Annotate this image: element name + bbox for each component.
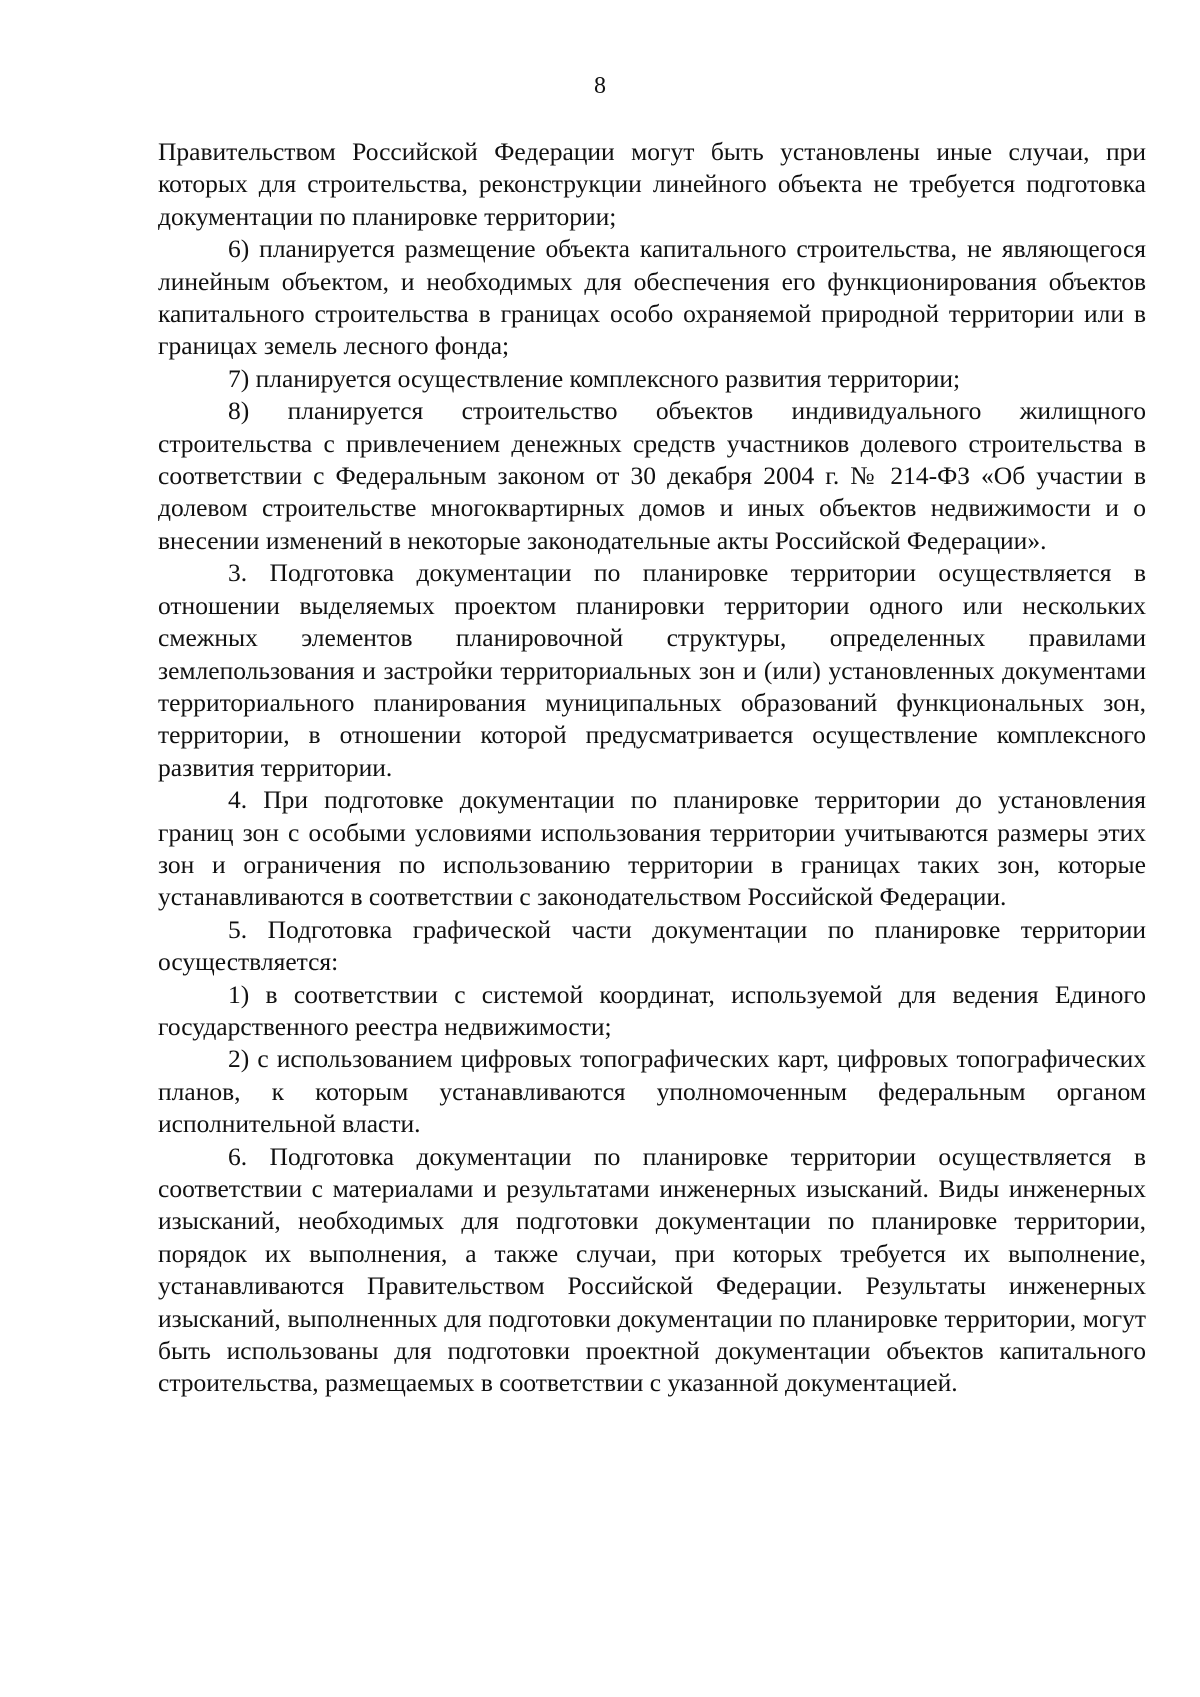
paragraph-section-4: 4. При подготовке документации по планировке территории до установления границ зон с особыми условиями использования территории учитываются размеры этих зон и ограничения по использованию территории в границах таких зон, которые устанавливаются в соответствии с законодательством Российской Федерации. <box>158 785 1146 912</box>
paragraph-item-7: 7) планируется осуществление комплексного развития территории; <box>228 363 961 393</box>
paragraph-section-3: 3. Подготовка документации по планировке территории осуществляется в отношении выделяемых проектом планировки территории одного или нескольких смежных элементов планировочной структуры, определенных правилами землепользования и застройки территориальных зон и (или) установленных документами территориального планирования муниципальных образований функциональных зон, территории, в отношении которой предусматривается осуществление комплексного развития территории. <box>158 558 1146 782</box>
paragraph-item-2: 2) с использованием цифровых топографических карт, цифровых топографических планов, к которым устанавливаются уполномоченным федеральным органом исполнительной власти. <box>158 1044 1146 1139</box>
paragraph-section-6: 6. Подготовка документации по планировке территории осуществляется в соответствии с материалами и результатами инженерных изысканий. Виды инженерных изысканий, необходимых для подготовки документации по планировке территории, порядок их выполнения, а также случаи, при которых требуется их выполнение, устанавливаются Правительством Российской Федерации. Результаты инженерных изысканий, выполненных для подготовки документации по планировке территории, могут быть использованы для подготовки проектной документации объектов капитального строительства, размещаемых в соответствии с указанной документацией. <box>158 1141 1146 1398</box>
page-number: 8 <box>594 73 606 99</box>
paragraph-item-8: 8) планируется строительство объектов индивидуального жилищного строительства с привлечением денежных средств участников долевого строительства в соответствии с Федеральным законом от 30 декабря 2004 г. № 214-ФЗ «Об участии в долевом строительстве многоквартирных домов и иных объектов недвижимости и о внесении изменений в некоторые законодательные акты Российской Федерации». <box>158 396 1146 555</box>
paragraph-continuation: Правительством Российской Федерации могут быть установлены иные случаи, при которых для строительства, реконструкции линейного объекта не требуется подготовка документации по планировке территории; <box>158 137 1146 231</box>
paragraph-section-5: 5. Подготовка графической части документации по планировке территории осуществляется: <box>158 914 1146 977</box>
document-body <box>158 136 1146 1400</box>
paragraph-item-6: 6) планируется размещение объекта капитального строительства, не являющегося линейным объектом, и необходимых для обеспечения его функционирования объектов капитального строительства в границах особо охраняемой природной территории или в границах земель лесного фонда; <box>158 234 1146 361</box>
paragraph-item-1: 1) в соответствии с системой координат, используемой для ведения Единого государственного реестра недвижимости; <box>158 979 1146 1041</box>
